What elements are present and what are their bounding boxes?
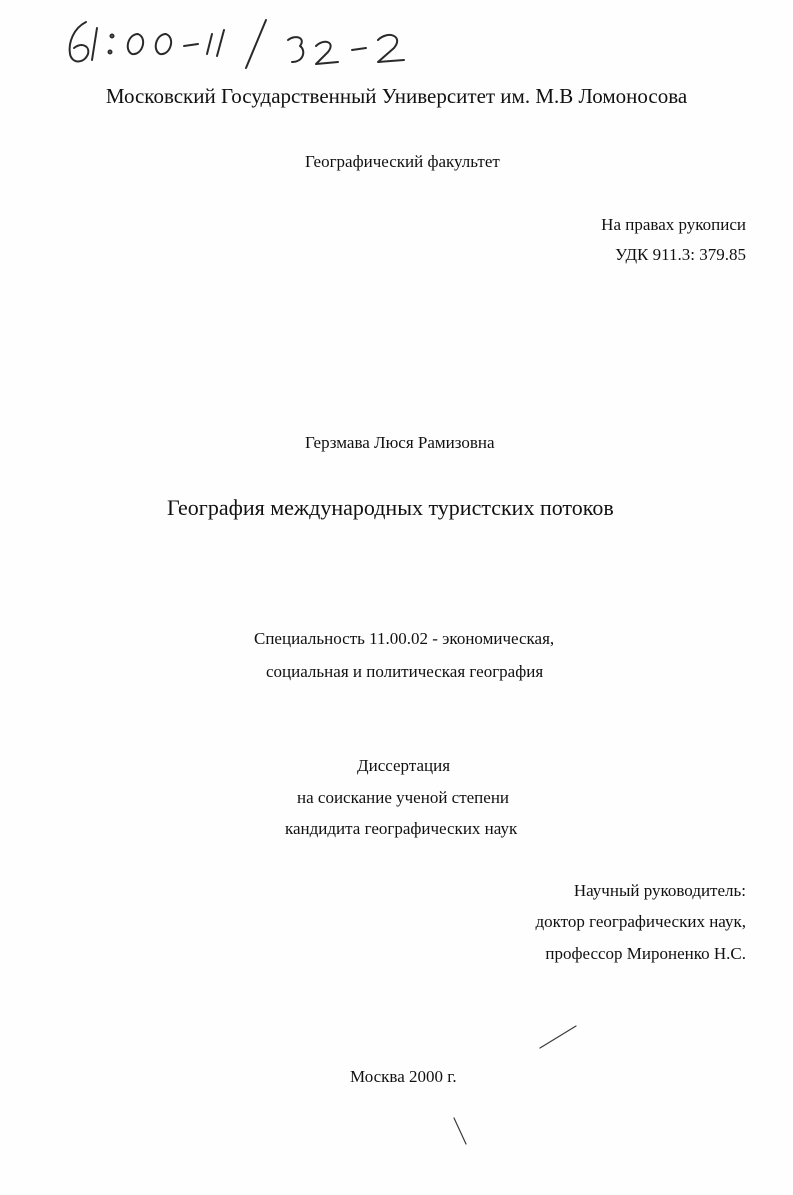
dissertation-title: География международных туристских потоков bbox=[167, 495, 614, 520]
supervisor-name: профессор Мироненко Н.С. bbox=[545, 944, 746, 963]
supervisor-degree: доктор географических наук, bbox=[535, 912, 746, 931]
supervisor-label: Научный руководитель: bbox=[573, 881, 746, 900]
specialty-line-2: социальная и политическая география bbox=[266, 662, 544, 681]
university-name: Московский Государственный Университет им. М.В Ломоносова bbox=[105, 84, 688, 108]
specialty-line-1: Специальность 11.00.02 - экономическая, bbox=[254, 629, 555, 648]
city-year: Москва 2000 г. bbox=[350, 1067, 457, 1086]
dissertation-label: Диссертация bbox=[357, 756, 451, 775]
degree-line-1: на соискание ученой степени bbox=[297, 788, 510, 807]
udk-code: УДК 911.3: 379.85 bbox=[615, 245, 746, 264]
author-name: Герзмава Люся Рамизовна bbox=[305, 433, 495, 452]
manuscript-rights: На правах рукописи bbox=[601, 215, 746, 234]
degree-line-2: кандидита географических наук bbox=[285, 819, 518, 838]
faculty-name: Географический факультет bbox=[305, 152, 500, 171]
